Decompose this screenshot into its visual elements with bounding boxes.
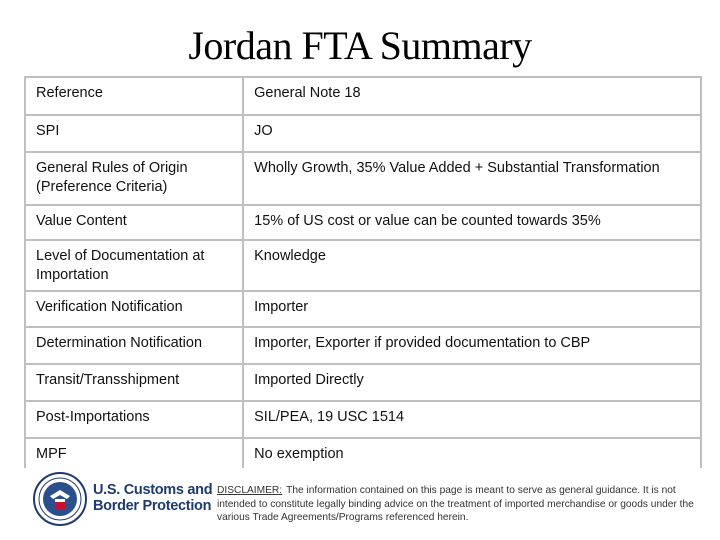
disclaimer <box>217 484 705 525</box>
row-label: Verification Notification <box>26 292 242 326</box>
row-label: MPF <box>26 439 242 474</box>
logo-line-2: Border Protection <box>93 498 212 514</box>
page-title: Jordan FTA Summary <box>188 23 532 68</box>
dhs-seal-icon <box>33 472 87 526</box>
row-label: SPI <box>26 116 242 151</box>
disclaimer-text: The information contained on this page is meant to serve as general guidance. It is not intended to constitute legally binding advice on the treatment of imported merchandise or goods under the various Trade Agreements/Programs referenced herein. <box>217 485 694 523</box>
row-label: Post-Importations <box>26 402 242 437</box>
row-label: Determination Notification <box>26 328 242 363</box>
table-row <box>26 206 700 239</box>
row-value: Wholly Growth, 35% Value Added + Substantial Transformation <box>244 153 700 204</box>
row-label: Reference <box>26 78 242 114</box>
row-value: Imported Directly <box>244 365 700 400</box>
table-row <box>26 153 700 204</box>
row-value: No exemption <box>244 439 700 474</box>
logo-line-1: U.S. Customs and <box>93 482 213 498</box>
row-value: JO <box>244 116 700 151</box>
cbp-logo-text <box>93 482 212 514</box>
row-value: General Note 18 <box>244 78 700 114</box>
table-row <box>26 365 700 400</box>
row-value: SIL/PEA, 19 USC 1514 <box>244 402 700 437</box>
table-row <box>26 402 700 437</box>
table-row <box>26 439 700 474</box>
summary-table <box>24 76 702 468</box>
row-value: Importer <box>244 292 700 326</box>
table-row <box>26 78 700 114</box>
table-row <box>26 292 700 326</box>
row-label: General Rules of Origin (Preference Criteria) <box>26 153 242 204</box>
row-label: Transit/Transshipment <box>26 365 242 400</box>
row-label: Level of Documentation at Importation <box>26 241 242 290</box>
footer <box>0 470 720 540</box>
row-value: Knowledge <box>244 241 700 290</box>
table-row <box>26 328 700 363</box>
row-label: Value Content <box>26 206 242 239</box>
disclaimer-label: DISCLAIMER: <box>217 485 283 496</box>
row-value: 15% of US cost or value can be counted towards 35% <box>244 206 700 239</box>
table-row <box>26 116 700 151</box>
row-value: Importer, Exporter if provided documentation to CBP <box>244 328 700 363</box>
table-row <box>26 241 700 290</box>
